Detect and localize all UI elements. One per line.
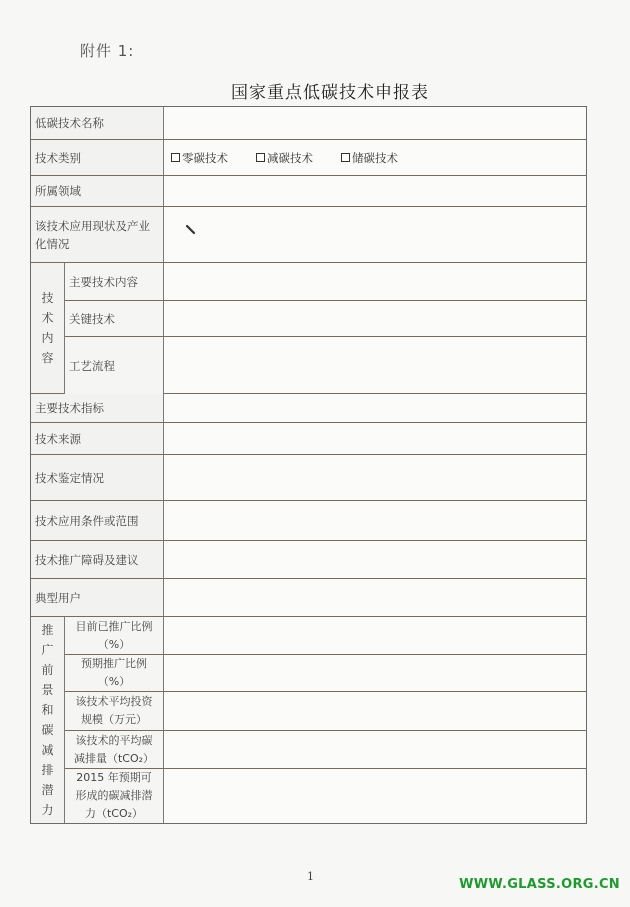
subrow-investment xyxy=(65,692,586,731)
option-reduce-carbon-label: 减碳技术 xyxy=(267,150,313,165)
subrow-current-ratio xyxy=(65,617,586,655)
row-tech-name xyxy=(31,107,586,140)
row-indicators xyxy=(31,394,586,423)
field-investment[interactable] xyxy=(164,692,586,730)
field-users[interactable] xyxy=(164,579,586,616)
row-barriers xyxy=(31,541,586,579)
subrow-expected-ratio xyxy=(65,655,586,692)
tech-content-group-label: 技术内容 xyxy=(31,263,65,394)
option-store-carbon-label: 储碳技术 xyxy=(352,150,398,165)
label-process-flow: 工艺流程 xyxy=(65,337,164,394)
option-reduce-carbon[interactable] xyxy=(256,150,313,166)
label-barriers: 技术推广障碍及建议 xyxy=(31,541,164,578)
field-main-content[interactable] xyxy=(164,263,586,300)
label-expected-ratio: 预期推广比例（%） xyxy=(65,655,164,691)
field-process-flow[interactable] xyxy=(164,337,586,394)
label-appraisal: 技术鉴定情况 xyxy=(31,455,164,500)
row-source xyxy=(31,423,586,455)
field-status[interactable] xyxy=(164,207,586,262)
form-title: 国家重点低碳技术申报表 xyxy=(231,83,429,103)
row-users xyxy=(31,579,586,617)
label-status: 该技术应用现状及产业化情况 xyxy=(31,207,164,262)
field-tech-name[interactable] xyxy=(164,107,586,139)
label-potential-2015: 2015 年预期可形成的碳减排潜力（tCO₂） xyxy=(65,769,164,823)
subrow-reduction xyxy=(65,731,586,769)
field-barriers[interactable] xyxy=(164,541,586,578)
label-investment: 该技术平均投资规模（万元） xyxy=(65,692,164,730)
field-source[interactable] xyxy=(164,423,586,454)
field-current-ratio[interactable] xyxy=(164,617,586,654)
label-field: 所属领域 xyxy=(31,176,164,206)
checkbox-reduce-carbon[interactable] xyxy=(256,153,265,162)
label-users: 典型用户 xyxy=(31,579,164,616)
page-number: 1 xyxy=(307,870,314,883)
label-tech-name: 低碳技术名称 xyxy=(31,107,164,139)
row-tech-content xyxy=(31,263,586,394)
row-field xyxy=(31,176,586,207)
field-indicators[interactable] xyxy=(164,394,586,422)
label-conditions: 技术应用条件或范围 xyxy=(31,501,164,540)
row-tech-category xyxy=(31,140,586,176)
row-status xyxy=(31,207,586,263)
option-store-carbon[interactable] xyxy=(341,150,398,166)
row-prospects xyxy=(31,617,586,823)
category-options xyxy=(164,140,586,175)
attachment-label: 附件 1: xyxy=(80,42,135,60)
option-zero-carbon[interactable] xyxy=(171,150,228,166)
field-field[interactable] xyxy=(164,176,586,206)
label-key-tech: 关键技术 xyxy=(65,301,164,336)
row-appraisal xyxy=(31,455,586,501)
checkbox-store-carbon[interactable] xyxy=(341,153,350,162)
checkbox-zero-carbon[interactable] xyxy=(171,153,180,162)
field-conditions[interactable] xyxy=(164,501,586,540)
field-appraisal[interactable] xyxy=(164,455,586,500)
application-form-table xyxy=(30,106,587,824)
subrow-key-tech xyxy=(65,301,586,337)
prospects-group-label: 推广前景和碳减排潜力 xyxy=(31,617,65,823)
label-main-content: 主要技术内容 xyxy=(65,263,164,300)
row-conditions xyxy=(31,501,586,541)
subrow-process-flow xyxy=(65,337,586,394)
field-potential-2015[interactable] xyxy=(164,769,586,823)
option-zero-carbon-label: 零碳技术 xyxy=(182,150,228,165)
label-current-ratio: 目前已推广比例（%） xyxy=(65,617,164,654)
subrow-main-content xyxy=(65,263,586,301)
pen-mark-icon xyxy=(185,223,197,235)
field-reduction[interactable] xyxy=(164,731,586,768)
label-reduction: 该技术的平均碳减排量（tCO₂） xyxy=(65,731,164,768)
field-key-tech[interactable] xyxy=(164,301,586,336)
field-expected-ratio[interactable] xyxy=(164,655,586,691)
label-source: 技术来源 xyxy=(31,423,164,454)
label-tech-category: 技术类别 xyxy=(31,140,164,175)
label-indicators: 主要技术指标 xyxy=(31,394,164,422)
site-watermark: WWW.GLASS.ORG.CN xyxy=(459,877,620,892)
subrow-potential-2015 xyxy=(65,769,586,823)
